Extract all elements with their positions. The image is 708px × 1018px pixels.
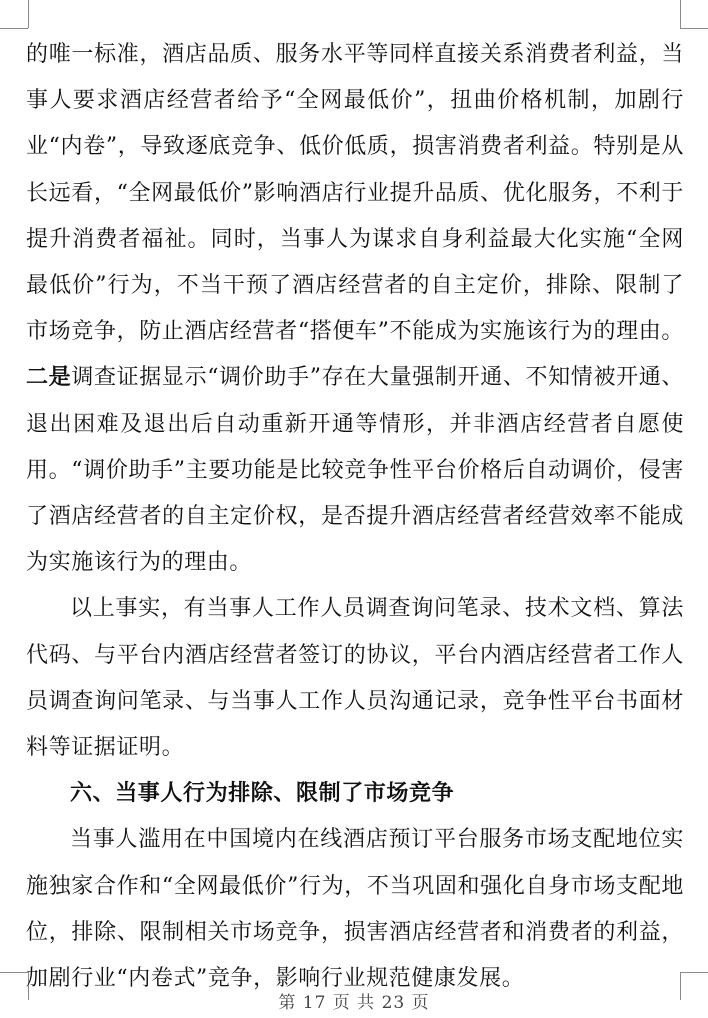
page-number: 第 17 页 共 23 页 <box>278 993 430 1013</box>
paragraph-text: 的唯一标准，酒店品质、服务水平等同样直接关系消费者利益，当事人要求酒店经营者给予“全网最低价”，扭曲价格机制，加剧行业“内卷”，导致逐底竞争、低价低质，损害消费者利益。特别是从长远看，“全网最低价”影响酒店行业提升品质、优化服务，不利于提升消费者福祉。同时，当事人为谋求自身利益最大化实施“全网最低价”行为，不当干预了酒店经营者的自主定价，排除、限制了市场竞争，防止酒店经营者“搭便车”不能成为实施该行为的理由。 <box>26 42 684 345</box>
paragraph-conclusion: 当事人滥用在中国境内在线酒店预订平台服务市场支配地位实施独家合作和“全网最低价”行为，不当巩固和强化自身市场支配地位，排除、限制相关市场竞争，损害酒店经营者和消费者的利益，加剧行业“内卷式”竞争，影响行业规范健康发展。 <box>26 827 684 992</box>
paragraph-evidence: 以上事实，有当事人工作人员调查询问笔录、技术文档、算法代码、与平台内酒店经营者签订的协议，平台内酒店经营者工作人员调查询问笔录、与当事人工作人员沟通记录，竞争性平台书面材料等证据证明。 <box>26 596 684 761</box>
section-heading: 六、当事人行为排除、限制了市场竞争 <box>70 781 455 807</box>
bold-lead: 二是 <box>26 365 72 391</box>
paragraph-text-after: 调查证据显示“调价助手”存在大量强制开通、不知情被开通、退出困难及退出后自动重新开通等情形，并非酒店经营者自愿使用。“调价助手”主要功能是比较竞争性平台价格后自动调价，侵害了酒店经营者的自主定价权，是否提升酒店经营者经营效率不能成为实施该行为的理由。 <box>26 365 685 576</box>
paragraph-continued <box>26 32 684 586</box>
document-body <box>26 32 684 1002</box>
